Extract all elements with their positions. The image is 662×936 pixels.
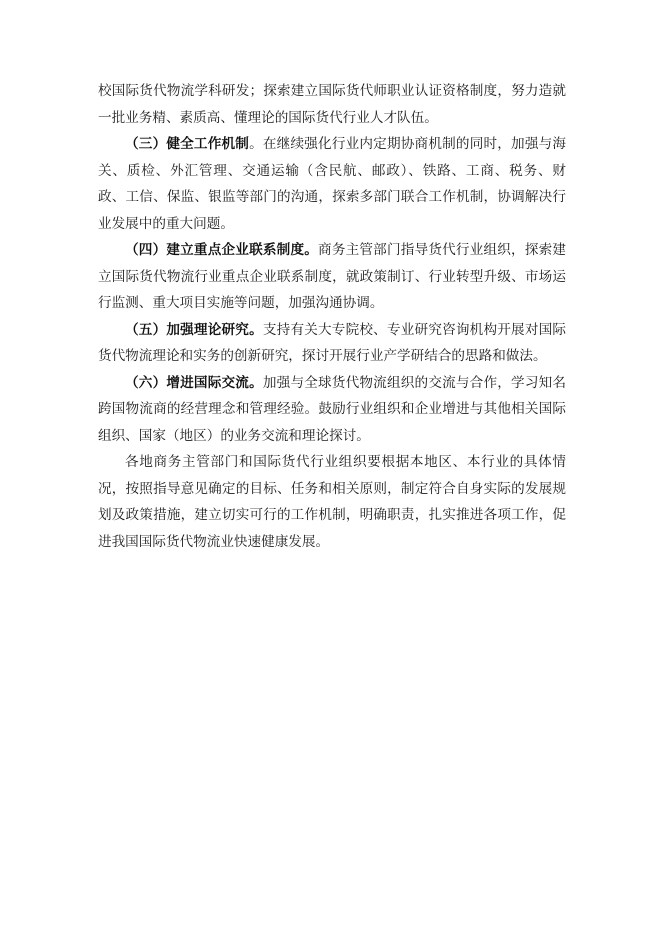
section-heading: （五）加强理论研究。 <box>125 321 263 338</box>
paragraph-key-enterprise-contact <box>98 237 566 317</box>
paragraph-text: 校国际货代物流学科研发；探索建立国际货代师职业认证资格制度，努力造就一批业务精、素质高、懂理论的国际货代行业人才队伍。 <box>98 83 566 126</box>
section-heading: （四）建立重点企业联系制度。 <box>125 242 319 258</box>
document-body <box>98 78 566 555</box>
paragraph-talent-cultivation <box>98 78 566 131</box>
paragraph-international-exchange <box>98 370 566 450</box>
paragraph-text: 商务主管部门指导货代行业组织，探索建立国际货代物流行业重点企业联系制度，就政策制订、行业转型升级、市场运行监测、重大项目实施等问题，加强沟通协调。 <box>98 242 567 311</box>
paragraph-work-mechanism <box>98 131 566 237</box>
paragraph-theory-research <box>98 317 566 370</box>
paragraph-closing <box>98 449 566 555</box>
section-heading: （三）健全工作机制 <box>125 136 250 152</box>
paragraph-text: 各地商务主管部门和国际货代行业组织要根据本地区、本行业的具体情况，按照指导意见确定的目标、任务和相关原则，制定符合自身实际的发展规划及政策措施，建立切实可行的工作机制，明确职责，扎实推进各项工作，促进我国国际货代物流业快速健康发展。 <box>98 454 566 550</box>
section-heading: （六）增进国际交流。 <box>125 374 263 391</box>
paragraph-text: 加强与全球货代物流组织的交流与合作，学习知名跨国物流商的经营理念和管理经验。鼓励行业组织和企业增进与其他相关国际组织、国家（地区）的业务交流和理论探讨。 <box>98 374 567 444</box>
paragraph-text: 。在继续强化行业内定期协商机制的同时，加强与海关、质检、外汇管理、交通运输（含民航、邮政）、铁路、工商、税务、财政、工信、保监、银监等部门的沟通，探索多部门联合工作机制，协调解决行业发展中的重大问题。 <box>98 136 567 232</box>
paragraph-text: 支持有关大专院校、专业研究咨询机构开展对国际货代物流理论和实务的创新研究，探讨开展行业产学研结合的思路和做法。 <box>98 321 567 364</box>
